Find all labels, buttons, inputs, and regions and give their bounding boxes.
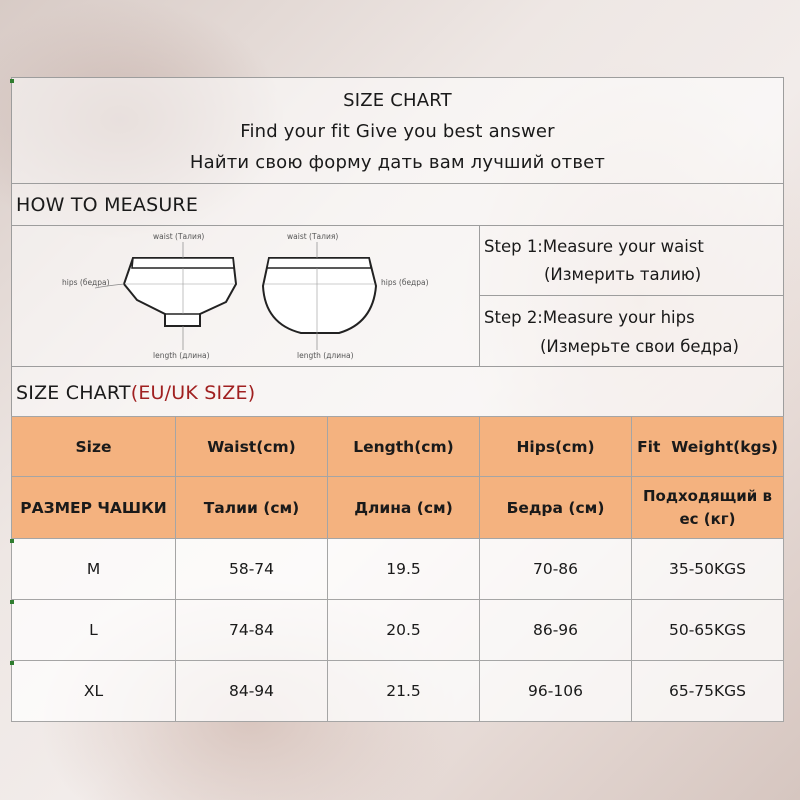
divider xyxy=(11,366,784,367)
hips-label: hips (бедра) xyxy=(381,278,429,287)
step2-text: Step 2:Measure your hips xyxy=(484,308,695,327)
cell-waist: 84-94 xyxy=(176,661,328,722)
hips-label: hips (бедра) xyxy=(62,278,110,287)
step2-ru-text: (Измерьте свои бедра) xyxy=(540,337,739,356)
cell-length: 21.5 xyxy=(328,661,480,722)
header-length-ru: Длина (см) xyxy=(328,477,480,539)
cell-hips: 96-106 xyxy=(480,661,632,722)
header-hips-ru: Бедра (см) xyxy=(480,477,632,539)
cell-size: L xyxy=(11,600,176,661)
step1-ru-text: (Измерить талию) xyxy=(544,265,702,284)
cell-hips: 86-96 xyxy=(480,600,632,661)
cell-waist: 74-84 xyxy=(176,600,328,661)
waist-label: waist (Талия) xyxy=(153,232,205,241)
subtitle-ru: Найти свою форму дать вам лучший ответ xyxy=(189,152,606,173)
cell-weight: 65-75KGS xyxy=(632,661,784,722)
cell-length: 20.5 xyxy=(328,600,480,661)
corner-mark xyxy=(10,661,14,665)
corner-mark xyxy=(10,539,14,543)
cell-weight: 35-50KGS xyxy=(632,539,784,600)
cell-waist: 58-74 xyxy=(176,539,328,600)
divider xyxy=(11,183,784,184)
length-label: length (длина) xyxy=(153,351,210,360)
waist-label: waist (Талия) xyxy=(287,232,339,241)
corner-mark xyxy=(10,79,14,83)
length-label: length (длина) xyxy=(297,351,354,360)
header-waist: Waist(cm) xyxy=(176,416,328,477)
cell-weight: 50-65KGS xyxy=(632,600,784,661)
header-weight-ru: Подходящий в ес (кг) xyxy=(632,477,784,539)
size-chart-label xyxy=(16,382,255,404)
size-chart-label-main: SIZE CHART xyxy=(16,382,131,404)
briefs-front-diagram xyxy=(40,228,270,363)
cell-size: XL xyxy=(11,661,176,722)
step1-text: Step 1:Measure your waist xyxy=(484,237,704,256)
how-to-measure-label: HOW TO MEASURE xyxy=(16,194,199,216)
subtitle-en: Find your fit Give you best answer xyxy=(240,121,555,142)
header-weight: Fit Weight(kgs) xyxy=(632,416,784,477)
cell-size: M xyxy=(11,539,176,600)
divider xyxy=(11,225,784,226)
size-chart-label-accent: (EU/UK SIZE) xyxy=(130,382,256,404)
header-size-ru: РАЗМЕР ЧАШКИ xyxy=(11,477,176,539)
cell-length: 19.5 xyxy=(328,539,480,600)
corner-mark xyxy=(10,600,14,604)
header-hips: Hips(cm) xyxy=(480,416,632,477)
header-size: Size xyxy=(11,416,176,477)
header-waist-ru: Талии (см) xyxy=(176,477,328,539)
briefs-back-diagram xyxy=(245,228,475,363)
divider xyxy=(479,295,784,296)
chart-title: SIZE CHART xyxy=(343,90,452,111)
header-length: Length(cm) xyxy=(328,416,480,477)
cell-hips: 70-86 xyxy=(480,539,632,600)
